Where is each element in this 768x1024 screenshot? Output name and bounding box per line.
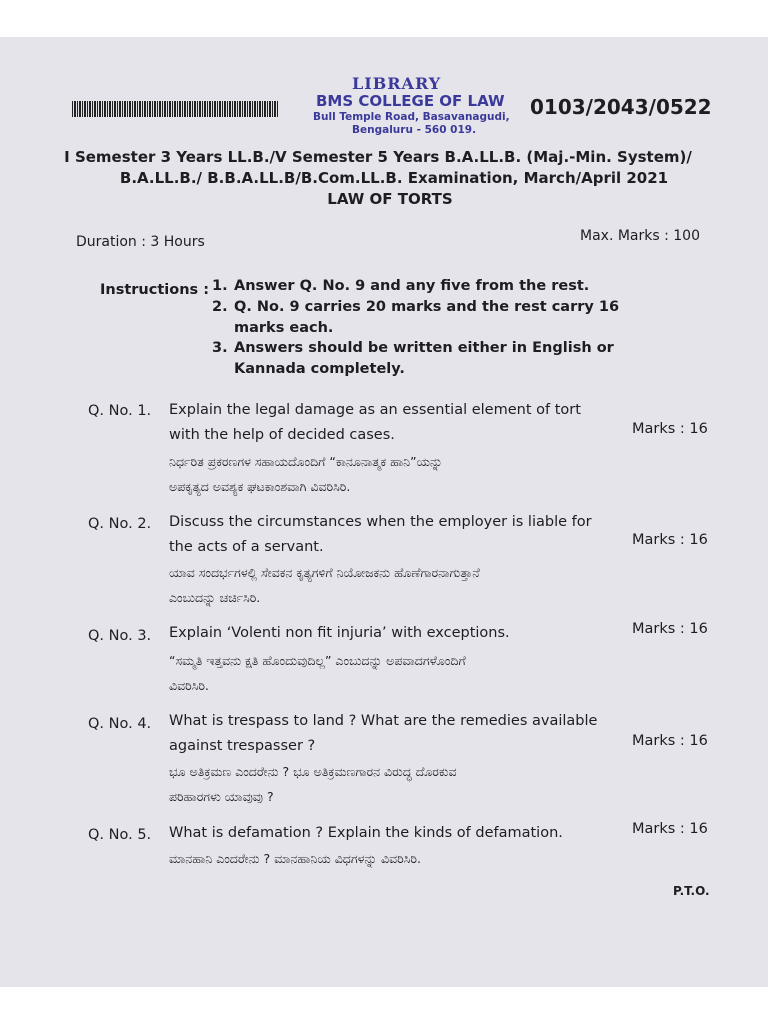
question-text-kannada <box>169 648 639 698</box>
instruction-number: 2. <box>212 299 228 315</box>
question-line-kannada: ಎಂಬುದನ್ನು ಚರ್ಚಿಸಿರಿ. <box>169 590 261 605</box>
question-text <box>169 510 629 560</box>
max-marks: Max. Marks : 100 <box>580 228 700 244</box>
question-number: Q. No. 3. <box>88 628 152 644</box>
question-number: Q. No. 1. <box>88 403 152 419</box>
page-turn-over: P.T.O. <box>673 884 710 898</box>
question-marks: Marks : 16 <box>632 733 708 749</box>
question-line-kannada: ನಿರ್ಧರಿತ ಪ್ರಕರಣಗಳ ಸಹಾಯದೊಂದಿಗೆ “ಕಾನೂನಾತ್ಮಕ ಹಾನಿ”ಯನ್ನು <box>169 454 443 469</box>
instruction-text-cont: Kannada completely. <box>234 361 405 377</box>
question-text <box>169 821 629 846</box>
question-line-kannada: ಅಪಕೃತ್ಯದ ಅವಶ್ಯಕ ಘಟಕಾಂಶವಾಗಿ ವಿವರಿಸಿರಿ. <box>169 479 351 494</box>
stamp-address-line1: Bull Temple Road, Basavanagudi, <box>313 111 510 123</box>
question-line: with the help of decided cases. <box>169 427 395 443</box>
question-line-kannada: “ಸಮ್ಮತಿ ಇತ್ತವನು ಕ್ಷತಿ ಹೊಂದುವುದಿಲ್ಲ” ಎಂಬುದನ್ನು ಅಪವಾದಗಳೊಂದಿಗೆ <box>169 653 466 668</box>
instruction-text-cont: marks each. <box>234 320 334 336</box>
stamp-address-line2: Bengaluru - 560 019. <box>352 124 477 136</box>
stamp-college: BMS COLLEGE OF LAW <box>316 92 505 110</box>
question-text <box>169 621 629 646</box>
instruction-text: Answer Q. No. 9 and any five from the rest. <box>234 278 590 294</box>
question-line-kannada: ಮಾನಹಾನಿ ಎಂದರೇನು ? ಮಾನಹಾನಿಯ ವಿಧಗಳನ್ನು ವಿವರಿಸಿರಿ. <box>169 851 421 866</box>
question-marks: Marks : 16 <box>632 532 708 548</box>
exam-title-line2: B.A.LL.B./ B.B.A.LL.B/B.Com.LL.B. Examination, March/April 2021 <box>119 169 669 187</box>
duration: Duration : 3 Hours <box>76 234 205 250</box>
question-marks: Marks : 16 <box>632 421 708 437</box>
question-number: Q. No. 2. <box>88 516 152 532</box>
question-line: the acts of a servant. <box>169 539 324 555</box>
exam-title-line1: I Semester 3 Years LL.B./V Semester 5 Years B.A.LL.B. (Maj.-Min. System)/ <box>64 148 692 166</box>
question-line-kannada: ಯಾವ ಸಂದರ್ಭಗಳಲ್ಲಿ ಸೇವಕನ ಕೃತ್ಯಗಳಿಗೆ ನಿಯೋಜಕನು ಹೊಣೆಗಾರನಾಗುತ್ತಾನೆ <box>169 565 480 580</box>
instruction-text: Q. No. 9 carries 20 marks and the rest carry 16 <box>234 299 620 315</box>
question-marks: Marks : 16 <box>632 821 708 837</box>
question-line: against trespasser ? <box>169 738 316 754</box>
question-line-kannada: ಭೂ ಅತಿಕ್ರಮಣ ಎಂದರೇನು ? ಭೂ ಅತಿಕ್ರಮಣಗಾರನ ವಿರುದ್ಧ ದೊರಕುವ <box>169 764 457 779</box>
instruction-number: 3. <box>212 340 228 356</box>
question-line-kannada: ಪರಿಹಾರಗಳು ಯಾವುವು ? <box>169 789 274 804</box>
paper-code: 0103/2043/0522 <box>530 95 712 119</box>
question-text-kannada <box>169 759 639 809</box>
instruction-item <box>212 276 589 297</box>
instruction-text: Answers should be written either in English or <box>234 340 614 356</box>
question-text-kannada <box>169 846 639 871</box>
instruction-number: 1. <box>212 278 228 294</box>
subject-title: LAW OF TORTS <box>327 190 453 208</box>
question-text <box>169 709 629 759</box>
question-line: Explain the legal damage as an essential element of tort <box>169 402 581 418</box>
stamp-library: LIBRARY <box>352 74 442 93</box>
question-text-kannada <box>169 449 639 499</box>
instruction-item <box>212 338 632 380</box>
question-line-kannada: ವಿವರಿಸಿರಿ. <box>169 678 209 693</box>
question-text-kannada <box>169 560 639 610</box>
instruction-item <box>212 297 632 339</box>
instructions-label: Instructions : <box>100 282 210 298</box>
question-line: What is defamation ? Explain the kinds of defamation. <box>169 825 563 841</box>
question-text <box>169 398 629 448</box>
question-line: What is trespass to land ? What are the remedies available <box>169 713 598 729</box>
question-line: Discuss the circumstances when the employer is liable for <box>169 514 592 530</box>
question-number: Q. No. 5. <box>88 827 152 843</box>
question-number: Q. No. 4. <box>88 716 152 732</box>
barcode <box>72 101 278 117</box>
question-marks: Marks : 16 <box>632 621 708 637</box>
question-line: Explain ‘Volenti non fit injuria’ with exceptions. <box>169 625 510 641</box>
